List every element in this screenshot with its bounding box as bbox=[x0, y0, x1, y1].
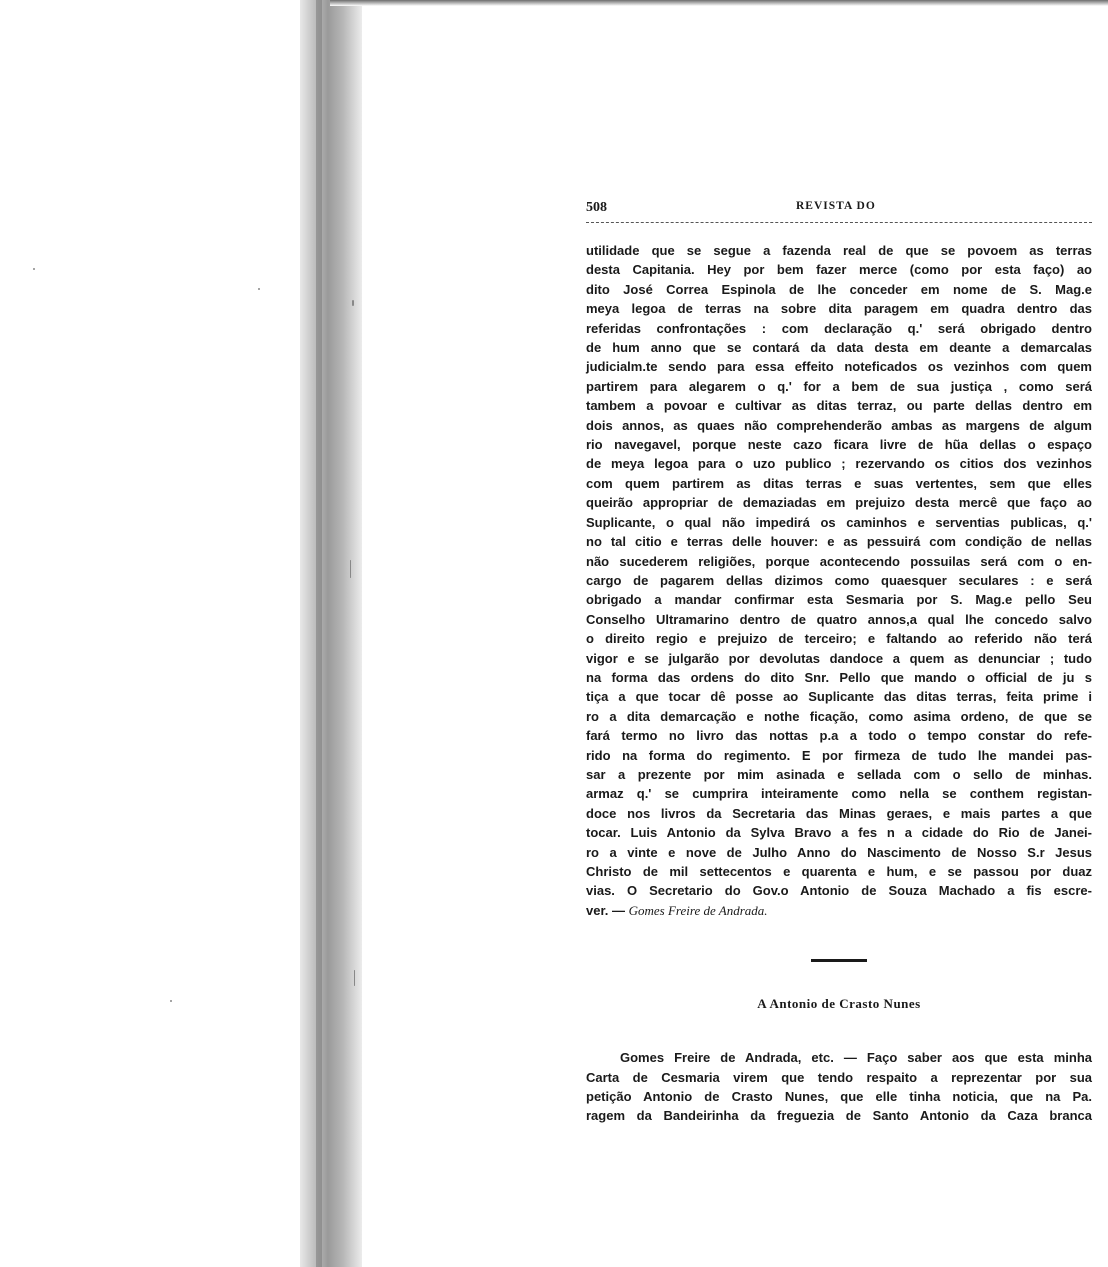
running-head: REVISTA DO bbox=[796, 200, 876, 212]
text-line: com quem partirem as ditas terras e suas vertentes, sem que elles bbox=[586, 475, 1092, 491]
closing-text: ver. — bbox=[586, 902, 629, 918]
section-title: A Antonio de Crasto Nunes bbox=[757, 996, 921, 1012]
text-line: de meya legoa para o uzo publico ; rezervando os citios dos vezinhos bbox=[586, 456, 1092, 472]
page-speck bbox=[350, 560, 351, 578]
text-line: obrigado a mandar confirmar esta Sesmaria por S. Mag.e pello Seu bbox=[586, 592, 1092, 608]
binding-gutter-line bbox=[316, 0, 322, 1267]
text-line: na forma das ordens do dito Snr. Pello que mando o official de ju s bbox=[586, 669, 1092, 685]
signature: Gomes Freire de Andrada. bbox=[628, 902, 768, 918]
text-line: vigor e se julgarão por devolutas dandoce a quem as denunciar ; tudo bbox=[586, 650, 1092, 666]
binding-gutter-shadow bbox=[300, 0, 362, 1267]
text-line: referidas confrontações : com declaração q.' será obrigado dentro bbox=[586, 320, 1092, 336]
text-line: o direito regio e prejuizo de terceiro; e faltando ao referido não terá bbox=[586, 631, 1092, 647]
text-line: desta Capitania. Hey por bem fazer merce (como por esta faço) ao bbox=[586, 262, 1092, 278]
page-speck bbox=[170, 1000, 172, 1002]
text-line: tiça a que tocar dê posse ao Suplicante das ditas terras, feita prime i bbox=[586, 689, 1092, 705]
header-rule bbox=[586, 222, 1092, 223]
text-line: vias. O Secretario do Gov.o Antonio de Souza Machado a fis escre- bbox=[586, 883, 1092, 899]
text-line: ro a dita demarcação e nothe ficação, como asima ordeno, de que se bbox=[586, 708, 1092, 724]
text-line: meya legoa de terras na sobre dita paragem em quadra dentro das bbox=[586, 301, 1092, 317]
text-line-last bbox=[586, 901, 1092, 920]
text-line: Conselho Ultramarino dentro de quatro annos,a qual lhe concedo salvo bbox=[586, 611, 1092, 627]
text-line: tambem a povoar e cultivar as ditas terraz, ou parte dellas dentro em bbox=[586, 398, 1092, 414]
text-line: dito José Correa Espinola de lhe conceder em nome de S. Mag.e bbox=[586, 281, 1092, 297]
text-line: sar a prezente por mim asinada e sellada com o sello de minhas. bbox=[586, 766, 1092, 782]
page-speck bbox=[33, 268, 35, 270]
page-number: 508 bbox=[586, 200, 607, 215]
text-line: petição Antonio de Crasto Nunes, que elle tinha noticia, que na Pa. bbox=[586, 1089, 1092, 1105]
text-line: queirão appropriar de demaziadas em prejuizo desta mercê que faço ao bbox=[586, 495, 1092, 511]
text-line: utilidade que se segue a fazenda real de que se povoem as terras bbox=[586, 243, 1092, 258]
text-line: Carta de Cesmaria virem que tendo respaito a reprezentar por sua bbox=[586, 1069, 1092, 1085]
text-line: judicialm.te sendo para essa effeito noteficados os vezinhos com quem bbox=[586, 359, 1092, 375]
paragraph-1 bbox=[586, 241, 1092, 920]
section-divider bbox=[811, 959, 867, 962]
text-line: no tal citio e terras delle houver: e as pessuirá com condição de nellas bbox=[586, 534, 1092, 550]
text-line: armaz q.' se cumprira inteiramente como nella se conthem registan- bbox=[586, 786, 1092, 802]
page-header bbox=[586, 200, 1092, 220]
text-line: ragem da Bandeirinha da freguezia de Santo Antonio da Caza branca bbox=[586, 1108, 1092, 1124]
text-line: rido na forma do regimento. E por firmeza de tudo lhe mandei pas- bbox=[586, 747, 1092, 763]
text-line: Gomes Freire de Andrada, etc. — Faço saber aos que esta minha bbox=[620, 1050, 1092, 1066]
text-line: doce nos livros da Secretaria das Minas geraes, e mais partes a que bbox=[586, 805, 1092, 821]
text-line: partirem para alegarem o q.' for a bem de sua justiça , como será bbox=[586, 378, 1092, 394]
text-line: não sucederem religiões, porque acontecendo possuilas será com o en- bbox=[586, 553, 1092, 569]
page-speck bbox=[354, 970, 355, 986]
page-top-edge bbox=[330, 0, 1108, 6]
page-speck bbox=[258, 288, 260, 290]
text-line: de hum anno que se contará da data desta em deante a demarcalas bbox=[586, 340, 1092, 356]
text-line: cargo de pagarem dellas dizimos como quaesquer seculares : e será bbox=[586, 572, 1092, 588]
text-line: tocar. Luis Antonio da Sylva Bravo a fes n a cidade do Rio de Janei- bbox=[586, 825, 1092, 841]
paragraph-2 bbox=[586, 1048, 1092, 1126]
text-line: fará termo no livro das nottas p.a a todo o tempo constar do refe- bbox=[586, 728, 1092, 744]
text-line: Suplicante, o qual não impedirá os caminhos e serventias publicas, q.' bbox=[586, 514, 1092, 530]
text-line: dois annos, as quaes não comprehenderão ambas as margens de algum bbox=[586, 417, 1092, 433]
text-line: Christo de mil settecentos e quarenta e hum, e se passou por duaz bbox=[586, 864, 1092, 879]
text-line: ro a vinte e nove de Julho Anno do Nascimento de Nosso S.r Jesus bbox=[586, 844, 1092, 860]
text-line: rio navegavel, porque neste cazo ficara livre de hũa dellas o espaço bbox=[586, 437, 1092, 453]
book-page bbox=[586, 200, 1092, 1126]
page-speck bbox=[352, 300, 354, 306]
